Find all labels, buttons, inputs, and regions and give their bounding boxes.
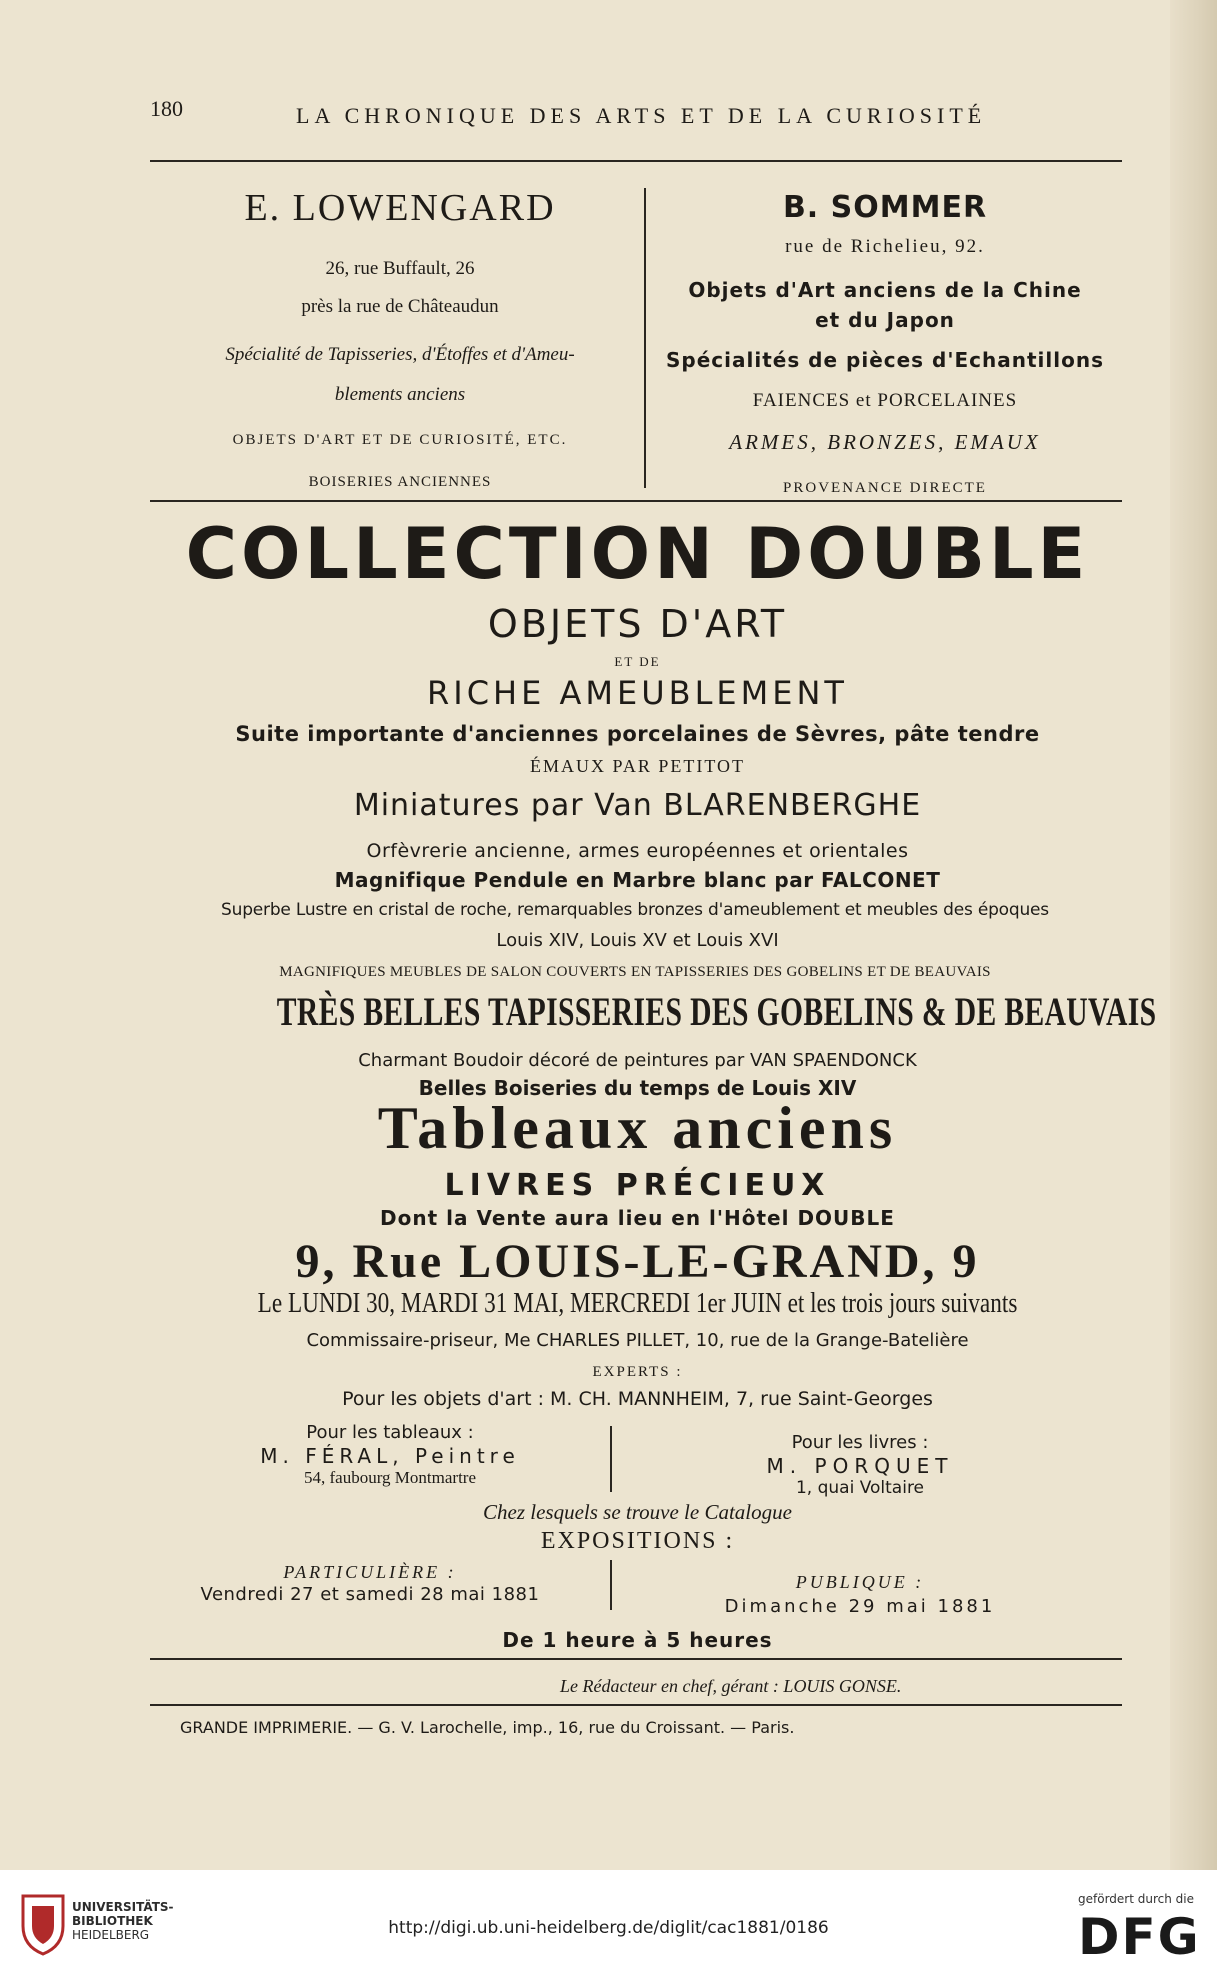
- uni-line-2: BIBLIOTHEK: [72, 1914, 153, 1928]
- collection-title: COLLECTION DOUBLE: [185, 513, 1090, 595]
- tapisseries-gobelins: TRÈS BELLES TAPISSERIES DES GOBELINS & DE BEAUVAIS: [276, 989, 1157, 1034]
- experts-objets: Pour les objets d'art : M. CH. MANNHEIM, 7, rue Saint-Georges: [342, 1388, 933, 1410]
- emaux-petitot: ÉMAUX PAR PETITOT: [529, 756, 746, 776]
- riche-ameublement: RICHE AMEUBLEMENT: [427, 674, 848, 712]
- funded-by-label: gefördert durch die: [1078, 1892, 1194, 1906]
- sommer-faiences: FAIENCES et PORCELAINES: [752, 390, 1018, 411]
- lowengard-name: E. LOWENGARD: [244, 187, 556, 229]
- miniatures: Miniatures par Van BLARENBERGHE: [353, 788, 922, 823]
- sale-bottom-rule: [150, 1658, 1122, 1660]
- particuliere-label: PARTICULIÈRE :: [283, 1562, 457, 1582]
- redacteur: Le Rédacteur en chef, gérant : LOUIS GONSE.: [560, 1676, 902, 1696]
- feral-expert: M. FÉRAL, Peintre: [260, 1444, 520, 1468]
- commissaire-priseur: Commissaire-priseur, Me CHARLES PILLET, 10, rue de la Grange-Batelière: [306, 1330, 969, 1351]
- sommer-armes: ARMES, BRONZES, EMAUX: [729, 430, 1041, 454]
- imprimerie: GRANDE IMPRIMERIE. — G. V. Larochelle, imp., 16, rue du Croissant. — Paris.: [180, 1718, 795, 1737]
- boiseries-louis-xiv: Belles Boiseries du temps de Louis XIV: [418, 1076, 857, 1100]
- livres-precieux: LIVRES PRÉCIEUX: [444, 1168, 831, 1203]
- tableaux-anciens: Tableaux anciens: [377, 1095, 898, 1161]
- livres-label: Pour les livres :: [791, 1432, 929, 1453]
- dfg-logo: DFG: [1078, 1908, 1201, 1966]
- page-number: 180: [150, 96, 183, 121]
- expositions-divider: [610, 1560, 612, 1610]
- heures: De 1 heure à 5 heures: [502, 1628, 773, 1652]
- ads-bottom-rule: [150, 500, 1122, 502]
- uni-line-3: HEIDELBERG: [72, 1928, 150, 1942]
- lowengard-specialty-2: blements anciens: [334, 384, 466, 405]
- rue-louis-le-grand: 9, Rue LOUIS-LE-GRAND, 9: [295, 1235, 980, 1288]
- meubles-salon: MAGNIFIQUES MEUBLES DE SALON COUVERTS EN TAPISSERIES DES GOBELINS ET DE BEAUVAIS: [279, 964, 991, 980]
- sommer-specialties: Spécialités de pièces d'Echantillons: [665, 348, 1104, 372]
- objets-art: OBJETS D'ART: [487, 602, 788, 646]
- ads-divider: [644, 188, 646, 488]
- porquet-address: 1, quai Voltaire: [795, 1478, 925, 1498]
- catalogue-note: Chez lesquels se trouve le Catalogue: [483, 1500, 792, 1524]
- journal-title: LA CHRONIQUE DES ARTS ET DE LA CURIOSITÉ: [296, 103, 987, 128]
- lustre: Superbe Lustre en cristal de roche, remarquables bronzes d'ameublement et meubles des époques: [221, 900, 1049, 920]
- page-edge: [1170, 0, 1217, 1870]
- feral-address: 54, faubourg Montmartre: [303, 1468, 476, 1487]
- sommer-objects-2: et du Japon: [815, 308, 955, 332]
- expositions-heading: EXPOSITIONS :: [540, 1528, 735, 1554]
- experts-label: EXPERTS :: [592, 1364, 683, 1380]
- lowengard-specialty-1: Spécialité de Tapisseries, d'Étoffes et d'Ameu-: [225, 344, 575, 365]
- sale-dates: Le LUNDI 30, MARDI 31 MAI, MERCREDI 1er JUIN et les trois jours suivants: [257, 1288, 1018, 1319]
- suite-porcelaines: Suite importante d'anciennes porcelaines de Sèvres, pâte tendre: [235, 722, 1040, 746]
- pendule-falconet: Magnifique Pendule en Marbre blanc par FALCONET: [334, 868, 941, 892]
- tableaux-label: Pour les tableaux :: [306, 1422, 474, 1443]
- header-rule: [150, 160, 1122, 162]
- lowengard-near: près la rue de Châteaudun: [301, 296, 499, 317]
- uni-line-1: UNIVERSITÄTS-: [72, 1900, 174, 1914]
- sommer-name: B. SOMMER: [782, 190, 988, 225]
- et-de: ET DE: [614, 654, 661, 669]
- lowengard-address: 26, rue Buffault, 26: [325, 258, 475, 279]
- particuliere-date: Vendredi 27 et samedi 28 mai 1881: [200, 1584, 540, 1605]
- sommer-objects-1: Objets d'Art anciens de la Chine: [688, 278, 1082, 302]
- colophon-rule: [150, 1704, 1122, 1706]
- louis-epoques: Louis XIV, Louis XV et Louis XVI: [496, 930, 779, 951]
- vente-hotel: Dont la Vente aura lieu en l'Hôtel DOUBLE: [380, 1206, 895, 1230]
- orfevrerie: Orfèvrerie ancienne, armes européennes et orientales: [366, 840, 909, 862]
- porquet-expert: M. PORQUET: [766, 1454, 954, 1478]
- sommer-address: rue de Richelieu, 92.: [785, 236, 985, 257]
- lowengard-objects: OBJETS D'ART ET DE CURIOSITÉ, ETC.: [232, 432, 568, 448]
- boudoir: Charmant Boudoir décoré de peintures par VAN SPAENDONCK: [358, 1050, 917, 1071]
- experts-divider: [610, 1426, 612, 1492]
- publique-date: Dimanche 29 mai 1881: [724, 1596, 996, 1617]
- lowengard-boiseries: BOISERIES ANCIENNES: [308, 474, 492, 490]
- publique-label: PUBLIQUE :: [795, 1572, 925, 1592]
- sommer-provenance: PROVENANCE DIRECTE: [783, 480, 987, 496]
- permalink-url[interactable]: http://digi.ub.uni-heidelberg.de/diglit/cac1881/0186: [388, 1918, 829, 1938]
